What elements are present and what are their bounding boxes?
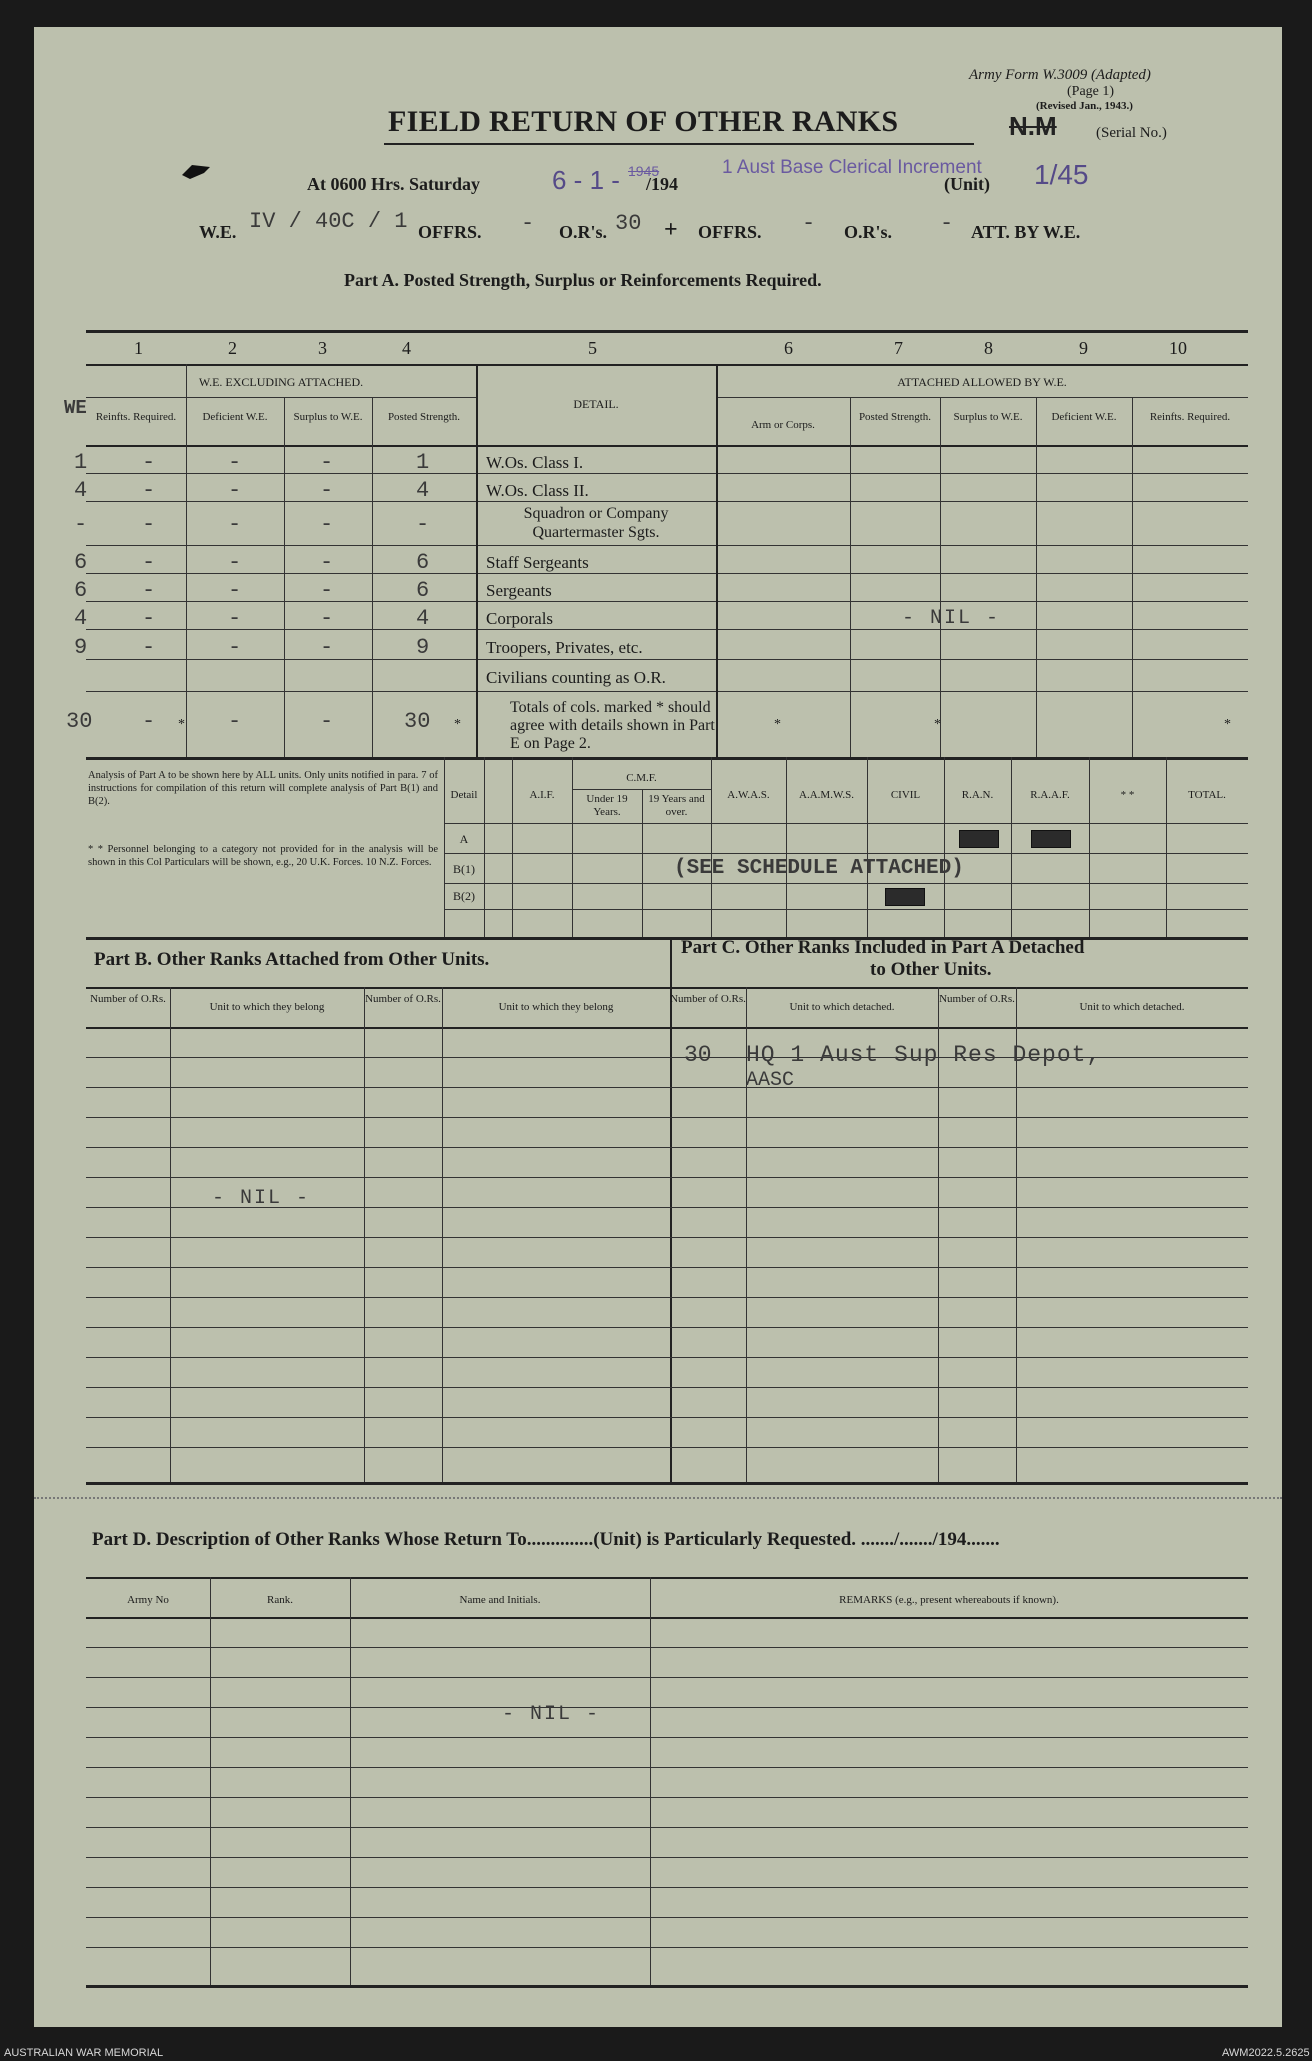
offrs-value: - [521,211,535,236]
row-deficient-7: - [228,635,242,660]
row-detail-7: Troopers, Privates, etc. [486,638,643,657]
part-b-header-number-1: Number of O.Rs. [90,993,166,1005]
row-deficient-1: - [228,450,242,475]
row-reinfts-5: - [142,578,156,603]
part-b-title: Part B. Other Ranks Attached from Other Units. [94,949,490,970]
col-number-9: 9 [1079,338,1088,358]
unit-label: (Unit) [944,174,990,194]
row-detail-1: W.Os. Class I. [486,453,584,472]
row-detail-6: Corporals [486,609,554,628]
row-surplus-5: - [320,578,334,603]
analysis-header-other: * * [1120,789,1135,801]
offrs2-label: OFFRS. [698,222,762,242]
redaction-civil [885,888,925,906]
footer-accession: AWM2022.5.2625 [1222,2047,1310,2059]
analysis-header-awas: A.W.A.S. [727,789,770,801]
row-we-total: 30 [66,709,93,734]
at-hours-label: At 0600 Hrs. Saturday [307,174,481,194]
row-reinfts-1: - [142,450,156,475]
part-c-entry-unit: HQ 1 Aust Sup Res Depot, [746,1042,1102,1068]
row-detail-8: Civilians counting as O.R. [486,668,666,687]
ors2-value: - [940,211,954,236]
analysis-header-ran: R.A.N. [961,789,994,801]
we-label: W.E. [199,222,237,242]
row-surplus-4: - [320,550,334,575]
row-we-1: 1 [74,450,88,475]
star-col4: * [454,717,461,732]
part-b-header-number-2: Number of O.Rs. [365,993,441,1005]
revision-note: (Revised Jan., 1943.) [1036,100,1133,112]
plus-sign: + [664,217,678,243]
part-b-nil: - NIL - [212,1187,311,1210]
analysis-header-cmf: C.M.F. [626,772,657,784]
analysis-header-19-over: 19 Years and over. [648,793,705,818]
page-number: (Page 1) [1067,84,1115,99]
part-c-entry-number: 30 [684,1042,712,1068]
row-detail-3: Squadron or Company Quartermaster Sgts. [523,505,669,541]
ink-blot [182,163,212,181]
row-posted-total: 30 [404,709,431,734]
analysis-row-b1: B(1) [453,862,475,876]
redaction-ran [959,830,999,848]
part-b-header-unit-1: Unit to which they belong [209,1001,325,1013]
row-surplus-1: - [320,450,334,475]
part-d-header-name: Name and Initials. [459,1594,541,1606]
row-deficient-4: - [228,550,242,575]
header-att-surplus: Surplus to W.E. [953,411,1023,423]
row-posted-4: 6 [416,550,430,575]
part-a-title: Part A. Posted Strength, Surplus or Reinforcements Required. [344,270,822,290]
header-att-posted-strength: Posted Strength. [858,411,932,423]
row-deficient-6: - [228,606,242,631]
col-number-5: 5 [588,338,597,358]
row-posted-1: 1 [416,450,430,475]
part-c-title-1: Part C. Other Ranks Included in Part A Detached [681,937,1085,958]
col-number-1: 1 [134,338,143,358]
part-c-entry-unit-2: AASC [746,1069,795,1092]
header-surplus-we: Surplus to W.E. [293,411,363,423]
detail-header: DETAIL. [573,397,619,411]
row-posted-7: 9 [416,635,430,660]
group-header-attached: ATTACHED ALLOWED BY W.E. [897,375,1067,389]
analysis-row-b2: B(2) [453,889,475,903]
row-reinfts-7: - [142,635,156,660]
analysis-header-raaf: R.A.A.F. [1030,789,1070,801]
row-we-3: - [74,512,88,537]
schedule-attached-note: (SEE SCHEDULE ATTACHED) [674,857,964,880]
we-tag: WE [64,397,87,419]
row-surplus-3: - [320,512,334,537]
analysis-header-aamws: A.A.M.W.S. [799,789,854,801]
serial-label: (Serial No.) [1096,125,1167,141]
row-posted-3: - [416,512,430,537]
row-we-7: 9 [74,635,88,660]
attached-nil: - NIL - [902,607,1001,630]
star-col6: * [774,717,781,732]
row-posted-2: 4 [416,478,430,503]
we-value: IV / 40C / 1 [249,209,408,234]
header-att-reinfts: Reinfts. Required. [1149,411,1231,423]
ors-value: 30 [615,211,642,236]
part-c-title-2: to Other Units. [870,959,992,980]
row-deficient-2: - [228,478,242,503]
header-reinfts-required: Reinfts. Required. [95,411,177,423]
group-header-we-excluding: W.E. EXCLUDING ATTACHED. [198,375,364,389]
row-we-2: 4 [74,478,88,503]
analysis-header-under-19: Under 19 Years. [586,793,628,818]
analysis-note-2: * * Personnel belonging to a category not provided for in the analysis will be shown in this Col Particulars will be shown, e.g., 20 U.K. Forces. 10 N.Z. Forces. [88,844,438,868]
row-reinfts-2: - [142,478,156,503]
analysis-header-total: TOTAL. [1188,789,1226,801]
row-detail-4: Staff Sergeants [486,553,589,572]
part-d-header-remarks: REMARKS (e.g., present whereabouts if known). [839,1594,1059,1606]
row-detail-totals: Totals of cols. marked * should agree with details shown in Part E on Page 2. [510,699,715,752]
star-col7: * [934,717,941,732]
form-title: FIELD RETURN OF OTHER RANKS [388,105,899,138]
year-struck: 1945 [628,163,660,179]
unit-stamp: 1 Aust Base Clerical Increment [722,157,982,178]
row-reinfts-3: - [142,512,156,537]
row-surplus-2: - [320,478,334,503]
row-deficient-5: - [228,578,242,603]
header-posted-strength: Posted Strength. [387,411,461,423]
analysis-header-detail: Detail [450,789,478,801]
part-d-header-army-no: Army No [127,1594,169,1606]
row-surplus-total: - [320,709,334,734]
date-handwritten: 6 - 1 - [552,165,620,195]
row-posted-6: 4 [416,606,430,631]
part-c-header-unit-1: Unit to which detached. [789,1001,895,1013]
offrs-label: OFFRS. [418,222,482,242]
part-b-header-unit-2: Unit to which they belong [498,1001,614,1013]
col-number-8: 8 [984,338,993,358]
col-number-6: 6 [784,338,793,358]
star-col10: * [1224,717,1231,732]
row-surplus-7: - [320,635,334,660]
analysis-header-civil: CIVIL [890,789,921,801]
col-number-3: 3 [318,338,327,358]
redaction-raaf [1031,830,1071,848]
ors2-label: O.R's. [844,222,893,242]
header-arm-corps: Arm or Corps. [751,419,815,431]
row-reinfts-total: - [142,709,156,734]
offrs2-value: - [802,211,816,236]
part-d-title: Part D. Description of Other Ranks Whose Return To..............(Unit) is Particularly Requested. ......./......./194....... [92,1529,1000,1550]
col-number-10: 10 [1169,338,1187,358]
row-deficient-3: - [228,512,242,537]
row-detail-2: W.Os. Class II. [486,481,589,500]
header-att-deficient: Deficient W.E. [1051,411,1117,423]
fraction-handwritten: 1/45 [1034,159,1089,190]
row-surplus-6: - [320,606,334,631]
army-form-number: Army Form W.3009 (Adapted) [969,67,1151,83]
row-reinfts-6: - [142,606,156,631]
row-we-6: 4 [74,606,88,631]
col-number-2: 2 [228,338,237,358]
ors-label: O.R's. [559,222,608,242]
row-deficient-total: - [228,709,242,734]
att-by-we-label: ATT. BY W.E. [971,222,1081,242]
serial-number-struck: N.M [1009,111,1057,141]
part-d-header-rank: Rank. [267,1594,293,1606]
analysis-header-aif: A.I.F. [529,789,555,801]
part-d-nil: - NIL - [502,1703,601,1726]
row-we-5: 6 [74,578,88,603]
row-we-4: 6 [74,550,88,575]
analysis-row-a: A [459,832,469,846]
header-deficient-we: Deficient W.E. [202,411,268,423]
col-number-4: 4 [402,338,411,358]
part-c-header-number-2: Number of O.Rs. [939,993,1015,1005]
form-sheet [34,27,1282,2027]
analysis-note-1: Analysis of Part A to be shown here by ALL units. Only units notified in para. 7 of instructions for compilation of this return will complete analysis of Part B(1) and B(2). [88,770,438,807]
part-c-header-number-1: Number of O.Rs. [670,993,746,1005]
col-number-7: 7 [894,338,903,358]
star-col1: * [178,717,185,732]
row-posted-5: 6 [416,578,430,603]
row-reinfts-4: - [142,550,156,575]
row-detail-5: Sergeants [486,581,552,600]
year-printed: /194 [646,174,679,194]
part-c-header-unit-2: Unit to which detached. [1079,1001,1185,1013]
footer-institution: AUSTRALIAN WAR MEMORIAL [4,2047,164,2059]
